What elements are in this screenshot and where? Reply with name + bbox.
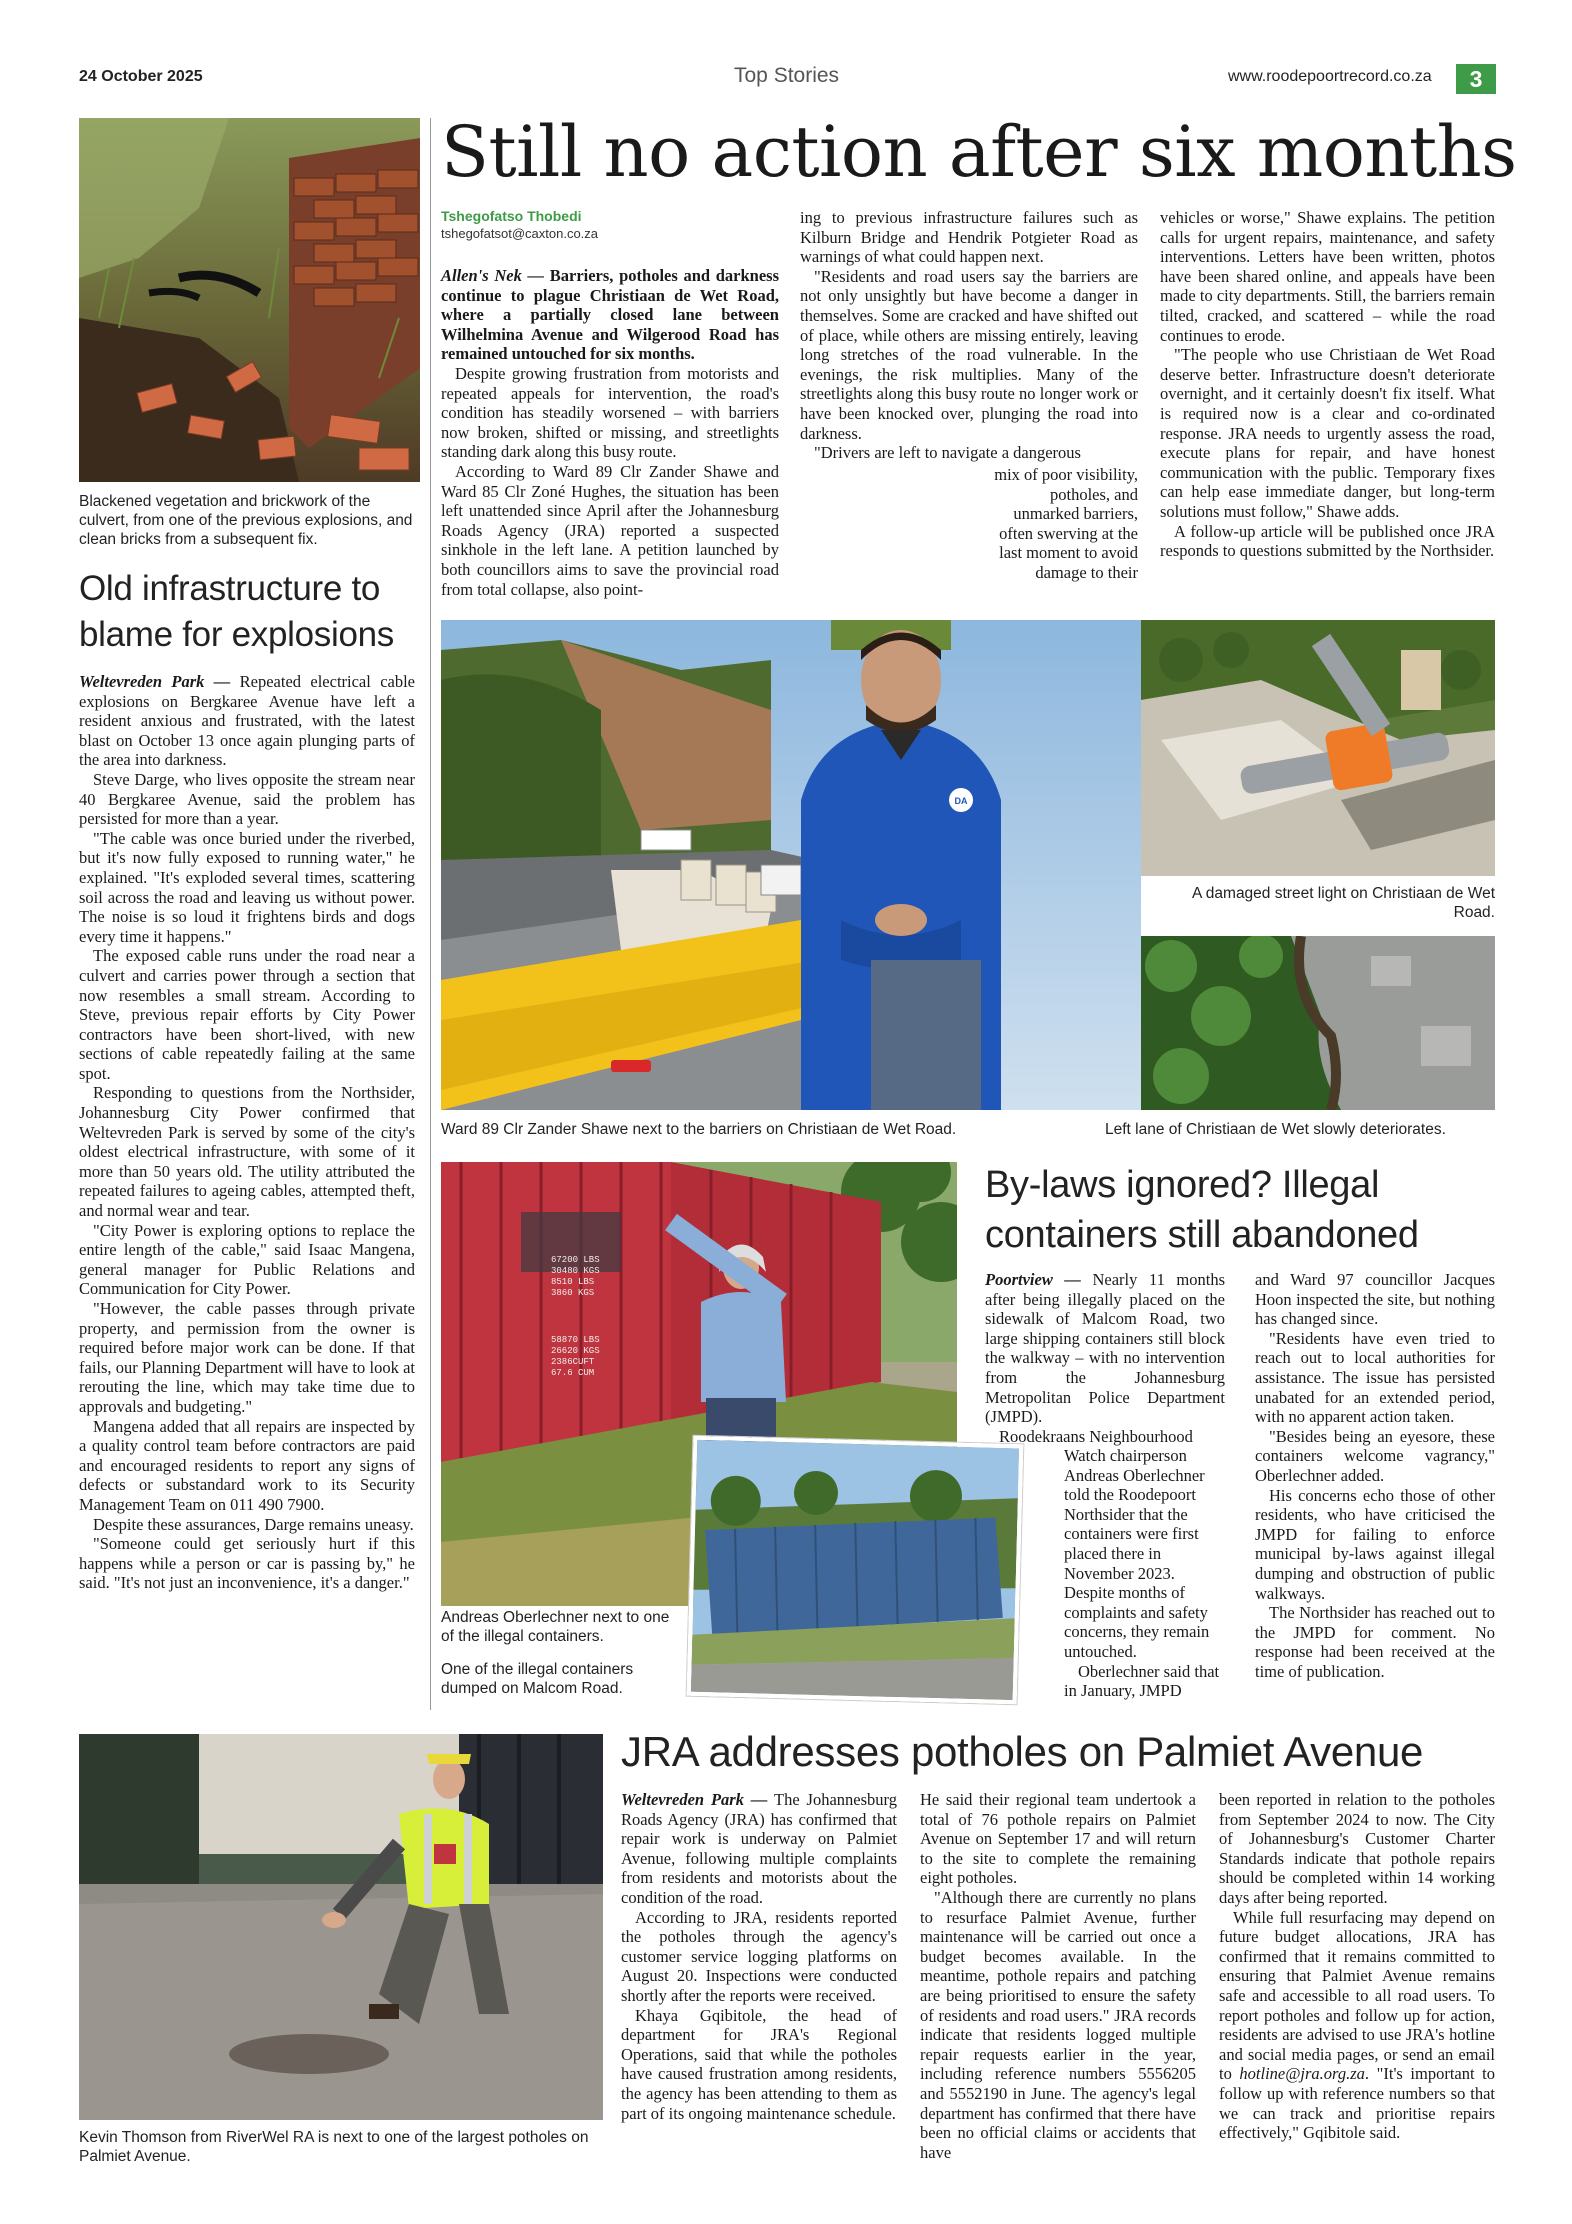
container-paragraph: Roodekraans Neighbourhood [999, 1426, 1193, 1446]
container-paragraph: "Residents have even tried to reach out to local authorities for assistance. The issue has persisted unabated for an extended period, with no apparent action taken. [1255, 1328, 1495, 1427]
pothole-paragraph: been reported in relation to the potholes from September 2024 to now. The City of Johannesburg's Customer Charter Standards indicate that pothole repairs should be completed within 14 working days after being reported. [1219, 1790, 1495, 1907]
container-marking: 58870 LBS 26620 KGS 2386CUFT 67.6 CUM [551, 1335, 600, 1378]
website-url[interactable]: www.roodepoortrecord.co.za [1228, 68, 1432, 85]
pothole-article-column-3 [1219, 1790, 1495, 2143]
container-marking: 67200 LBS 30480 KGS 8510 LBS 3860 KGS [551, 1255, 600, 1298]
container-paragraph: The Northsider has reached out to the JMPD for comment. No response had been received at the time of publication. [1255, 1603, 1495, 1681]
container-article-column-2 [1255, 1270, 1495, 1681]
main-story-column-2-wrap [990, 465, 1138, 583]
main-headline: Still no action after six months [441, 111, 1517, 193]
main-paragraph: According to Ward 89 Clr Zander Shawe and Ward 85 Clr Zoné Hughes, the situation has been left unattended since April after the Johannesburg Roads Agency (JRA) reported a suspected sinkhole in the left lane. A petition launched by both councillors aims to save the provincial road from total collapse, also point- [441, 461, 779, 599]
culvert-paragraph: The exposed cable runs under the road near a culvert and carries power through a section that now resembles a small stream. According to Steve, previous repair efforts by City Power contractors have been short-lived, with new sections of cable repeatedly failing at the same spot. [79, 946, 415, 1083]
pothole-paragraph: He said their regional team undertook a total of 76 pothole repairs on Palmiet Avenue on September 17 and will return to the site to complete the remaining eight potholes. [920, 1790, 1196, 1888]
main-paragraph-wrap: mix of poor visibility, potholes, and unmarked barriers, often swerving at the last moment to avoid damage to their [994, 465, 1138, 582]
container-article-column-1-wrap [1064, 1446, 1225, 1701]
culvert-paragraph: Responding to questions from the Northsider, Johannesburg City Power confirmed that Weltevreden Park is served by some of the city's oldest electrical infrastructure, with some of it more than 50 years old. The utility attributed the repeated failures to ageing cables, attempted theft, and normal wear and tear. [79, 1083, 415, 1221]
byline-email[interactable]: tshegofatsot@caxton.co.za [441, 226, 599, 241]
issue-date: 24 October 2025 [79, 68, 203, 85]
culvert-paragraph: "City Power is exploring options to replace the entire length of the cable," said Isaac Mangena, general manager for Public Relations and Communication for City Power. [79, 1220, 415, 1299]
culvert-paragraph: Steve Darge, who lives opposite the stream near 40 Bergkaree Avenue, said the problem has persisted for more than a year. [79, 769, 415, 829]
container-paragraph: Oberlechner said that in January, JMPD [1064, 1661, 1220, 1701]
main-story-column-1 [441, 266, 779, 599]
container-paragraph: and Ward 97 councillor Jacques Hoon inspected the site, but nothing has changed since. [1255, 1270, 1495, 1329]
pothole-paragraph: According to JRA, residents reported the potholes through the agency's customer service logging platforms on August 20. Inspections were conducted shortly after the reports were received. [621, 1907, 897, 2005]
container-caption: One of the illegal containers dumped on Malcom Road. [441, 1661, 634, 1697]
main-paragraph: A follow-up article will be published once JRA responds to questions submitted by the Northsider. [1160, 521, 1495, 561]
main-paragraph: "Residents and road users say the barriers are not only unsightly but have become a danger in themselves. Some are cracked and have shifted out of place, while others are missing entirely, leaving long stretches of the road vulnerable. In the evenings, the risk multiplies. Many of the streetlights along this busy route no longer work or have been knocked over, plunging the road into darkness. [800, 266, 1138, 443]
culvert-photo [79, 118, 420, 482]
culvert-paragraph: Despite these assurances, Darge remains uneasy. [93, 1514, 414, 1534]
party-logo-text: DA [954, 796, 968, 806]
main-story-column-2 [800, 208, 1138, 463]
hotline-email-link[interactable]: hotline@jra.org.za [1239, 2064, 1365, 2084]
pothole-photo [79, 1734, 603, 2120]
pothole-article-column-2 [920, 1790, 1196, 2162]
pothole-article-column-1 [621, 1790, 897, 2123]
container-headline: By-laws ignored? Illegal containers still abandoned [985, 1164, 1419, 1256]
byline-name: Tshegofatso Thobedi [441, 208, 582, 224]
page-number-badge: 3 [1456, 64, 1496, 94]
streetlight-caption: A damaged street light on Christiaan de Wet Road. [1192, 885, 1495, 921]
pothole-dateline: Weltevreden Park — [621, 1790, 768, 1809]
culvert-paragraph: Mangena added that all repairs are inspected by a quality control team before contractors are paid and encouraged residents to report any signs of defects or substandard work to its Security Management Team on 011 490 7900. [79, 1416, 415, 1514]
main-lead: Barriers, potholes and darkness continue to plague Christiaan de Wet Road, where a partially closed lane between Wilhelmina Avenue and Wilgerood Road has remained untouched for six months. [441, 266, 780, 364]
pothole-paragraph: While full resurfacing may depend on future budget allocations, JRA has confirmed that it remains committed to ensuring that Palmiet Avenue remains safe and accessible to all road users. To report potholes and follow up for action, residents are advised to use JRA's hotline and social media pages, or send an email to hotline@jra.org.za. "It's important to follow up with reference numbers so that we can track and prioritise repairs effectively," Gqibitole said. [1219, 1907, 1495, 2143]
culvert-paragraph: "The cable was once buried under the riverbed, but it's now fully exposed to running water," he explained. "It's exploded several times, scattering soil across the road and leaving us without power. The noise is so loud it frightens birds and dogs every time it happens." [79, 828, 415, 946]
container-dateline: Poortview — [985, 1270, 1081, 1289]
container-paragraph: "Besides being an eyesore, these containers welcome vagrancy," Oberlechner added. [1255, 1426, 1495, 1485]
main-paragraph: "The people who use Christiaan de Wet Road deserve better. Infrastructure doesn't deteriorate overnight, and it certainly doesn't fix itself. What is required now is a clear and co-ordinated response. JRA needs to urgently assess the road, execute plans for repair, and have honest communication with the public. Temporary fixes can help ease immediate danger, but long-term solutions must follow," Shawe adds. [1160, 345, 1495, 521]
container-paragraph-wrap: Watch chairperson Andreas Oberlechner told the Roodepoort Northsider that the containers were first placed there in November 2023. Despite months of complaints and safety concerns, they remain untouched. [1064, 1446, 1210, 1661]
culvert-headline: Old infrastructure to blame for explosions [79, 569, 394, 654]
pothole-photo-caption: Kevin Thomson from RiverWel RA is next to one of the largest potholes on Palmiet Avenue. [79, 2129, 589, 2165]
culvert-paragraph: "However, the cable passes through private property, and permission from the owner is required before major work can be done. If that fails, our Planning Department will have to look at rerouting the line, which may take time due to approvals and budgeting." [79, 1299, 415, 1416]
main-story-column-3 [1160, 208, 1495, 561]
section-label: Top Stories [734, 64, 840, 87]
culvert-paragraph: Repeated electrical cable explosions on Bergkaree Avenue have left a resident anxious and frustrated, with the latest blast on October 13 once again plunging parts of the area into darkness. [79, 672, 415, 770]
councillor-photo [441, 620, 1141, 1110]
main-paragraph: vehicles or worse," Shawe explains. The petition calls for urgent repairs, maintenance, and safety interventions. Letters have been written, photos have been shared online, and appeals have been made to city departments. Still, the barriers remain tilted, cracked, and scattered – while the road continues to erode. [1160, 208, 1495, 345]
pothole-paragraph: Khaya Gqibitole, the head of department for JRA's Regional Operations, said that while the potholes have caused frustration among residents, the agency has been attending to them as part of its ongoing maintenance schedule. [621, 2005, 897, 2123]
left-lane-photo [1141, 936, 1495, 1110]
culvert-paragraph: "Someone could get seriously hurt if this happens while a person or car is passing by," he said. "It's not just an inconvenience, it's a danger." [79, 1534, 415, 1593]
container-photo [687, 1436, 1024, 1705]
main-dateline: Allen's Nek — [441, 266, 545, 285]
culvert-dateline: Weltevreden Park — [79, 672, 231, 691]
main-paragraph: ing to previous infrastructure failures such as Kilburn Bridge and Hendrik Potgieter Road as warnings of what could happen next. [800, 208, 1138, 267]
left-lane-caption: Left lane of Christiaan de Wet slowly deteriorates. [1105, 1121, 1446, 1138]
main-paragraph: "Drivers are left to navigate a dangerous [814, 443, 1081, 463]
streetlight-photo [1141, 620, 1495, 876]
main-paragraph: Despite growing frustration from motorists and repeated appeals for intervention, the road's condition has steadily worsened – with barriers now broken, shifted or missing, and streetlights standing dark along this busy route. [441, 363, 779, 462]
pothole-paragraph: The Johannesburg Roads Agency (JRA) has confirmed that repair work is underway on Palmiet Avenue, following multiple complaints from residents and motorists about the condition of the road. [621, 1790, 897, 1907]
pothole-paragraph: "Although there are currently no plans to resurface Palmiet Avenue, further maintenance will be carried out once a budget becomes available. In the meantime, pothole repairs and patching are being prioritised to ensure the safety of residents and road users." JRA records indicate that residents logged multiple repair requests earlier in the year, including reference numbers 5556205 and 5552190 in June. The agency's legal department has confirmed that there have been no official claims or accidents that have [920, 1887, 1196, 2162]
container-article-column-1 [985, 1270, 1225, 1446]
container-paragraph: Nearly 11 months after being illegally placed on the sidewalk of Malcom Road, two large shipping containers still block the walkway – with no intervention from the Johannesburg Metropolitan Police Department (JMPD). [985, 1270, 1226, 1427]
oberlechner-caption: Andreas Oberlechner next to one of the illegal containers. [441, 1609, 670, 1645]
container-paragraph: His concerns echo those of other residents, who have criticised the JMPD for failing to enforce municipal by-laws against illegal dumping and obstruction of public walkways. [1255, 1485, 1495, 1603]
pothole-headline: JRA addresses potholes on Palmiet Avenue [621, 1728, 1424, 1775]
culvert-article [79, 672, 415, 1593]
culvert-photo-caption: Blackened vegetation and brickwork of the culvert, from one of the previous explosions, and clean bricks from a subsequent fix. [79, 493, 413, 548]
column-divider [430, 118, 431, 1710]
councillor-caption: Ward 89 Clr Zander Shawe next to the barriers on Christiaan de Wet Road. [441, 1121, 957, 1138]
